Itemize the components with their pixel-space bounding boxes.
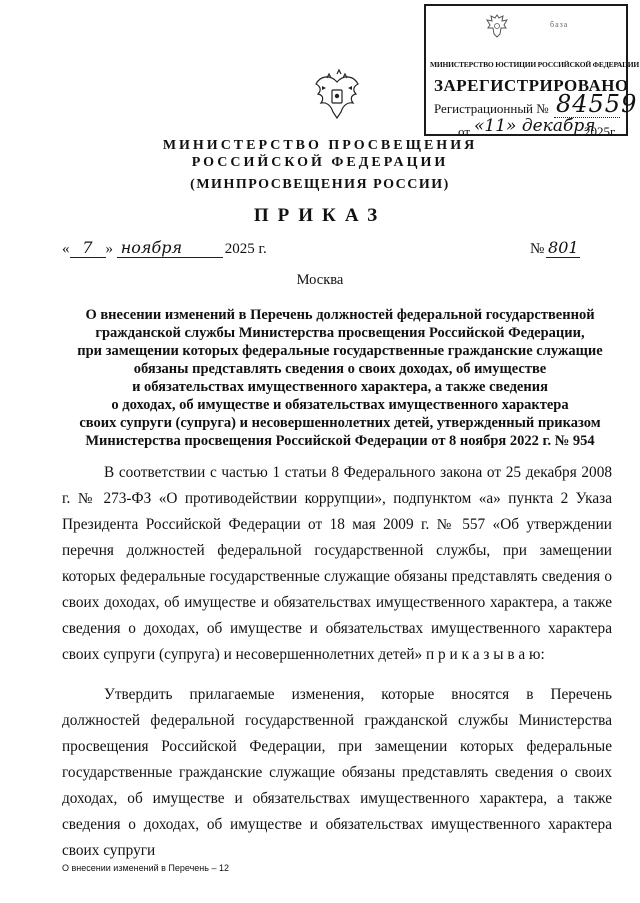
order-day: 7	[70, 238, 106, 258]
title-line: обязаны представлять сведения о своих доходах, об имуществе	[133, 361, 547, 377]
stamp-number-label: Регистрационный №	[434, 101, 549, 116]
stamp-from-label: от	[458, 124, 471, 139]
ministry-short-name: (МИНПРОСВЕЩЕНИЯ РОССИИ)	[190, 177, 450, 192]
stamp-number: 84559	[556, 90, 638, 118]
ministry-name-line2: РОССИЙСКОЙ ФЕДЕРАЦИИ	[191, 155, 449, 170]
page-footer: О внесении изменений в Перечень – 12	[62, 863, 229, 873]
title-line: Министерства просвещения Российской Федерации от 8 ноября 2022 г. № 954	[85, 433, 595, 449]
order-date	[62, 238, 267, 258]
title-line: своих супруги (супруга) и несовершеннолетних детей, утвержденный приказом	[79, 415, 601, 431]
title-line: гражданской службы Министерства просвещения Российской Федерации,	[95, 325, 585, 341]
body-paragraph: Утвердить прилагаемые изменения, которые вносятся в Перечень должностей федеральной государственной гражданской службы Министерства просвещения Российской Федерации, при замещении которых федеральные государственные гражданские служащие обязаны представлять сведения о своих доходах, об имуществе и обязательствах имущественного характера, а также сведения о доходах, об имуществе и обязательствах имущественного характера своих супруги	[62, 686, 612, 859]
order-year: 2025 г.	[224, 241, 267, 257]
title-line: О внесении изменений в Перечень должностей федеральной государственной	[85, 307, 595, 323]
stamp-date: «11» декабря	[474, 116, 596, 136]
eagle-emblem-icon	[484, 12, 510, 40]
city: Москва	[296, 272, 344, 288]
order-body	[62, 460, 612, 878]
ministry-name-line1: МИНИСТЕРСТВО ПРОСВЕЩЕНИЯ	[162, 138, 478, 153]
title-line: и обязательствах имущественного характера, а также сведения	[132, 379, 548, 395]
coat-of-arms-icon	[312, 68, 362, 122]
body-paragraph: В соответствии с частью 1 статьи 8 Федерального закона от 25 декабря 2008 г. № 273-ФЗ «О противодействии коррупции», подпунктом «а» пункта 2 Указа Президента Российской Федерации от 18 мая 2009 г. № 557 «Об утверждении перечня должностей федеральной государственной службы, при замещении которых федеральные государственные служащие обязаны представлять сведения о своих доходах, об имуществе и обязательствах имущественного характера, а также сведения о доходах, об имуществе и обязательствах имущественного характера своих супруги (супруга) и несовершеннолетних детей» п р и к а з ы в а ю:	[62, 464, 612, 663]
order-number-value: 801	[548, 238, 579, 257]
number-sign: №	[530, 241, 545, 257]
document-type: ПРИКАЗ	[253, 205, 387, 226]
stamp-year: 2025г.	[584, 124, 618, 139]
quote-open: «	[62, 241, 70, 257]
stamp-registered: ЗАРЕГИСТРИРОВАНО	[434, 76, 629, 95]
stamp-ministry: МИНИСТЕРСТВО ЮСТИЦИИ РОССИЙСКОЙ ФЕДЕРАЦИИ	[430, 60, 639, 69]
title-line: о доходах, об имуществе и обязательствах имущественного характера	[111, 397, 569, 413]
order-number	[530, 238, 580, 258]
title-line: при замещении которых федеральные государственные гражданские служащие	[77, 343, 603, 359]
registration-stamp	[424, 4, 639, 139]
stamp-faint-text: база	[550, 20, 569, 29]
order-month: ноября	[117, 238, 223, 258]
order-title	[60, 306, 620, 450]
quote-close: »	[105, 241, 113, 257]
